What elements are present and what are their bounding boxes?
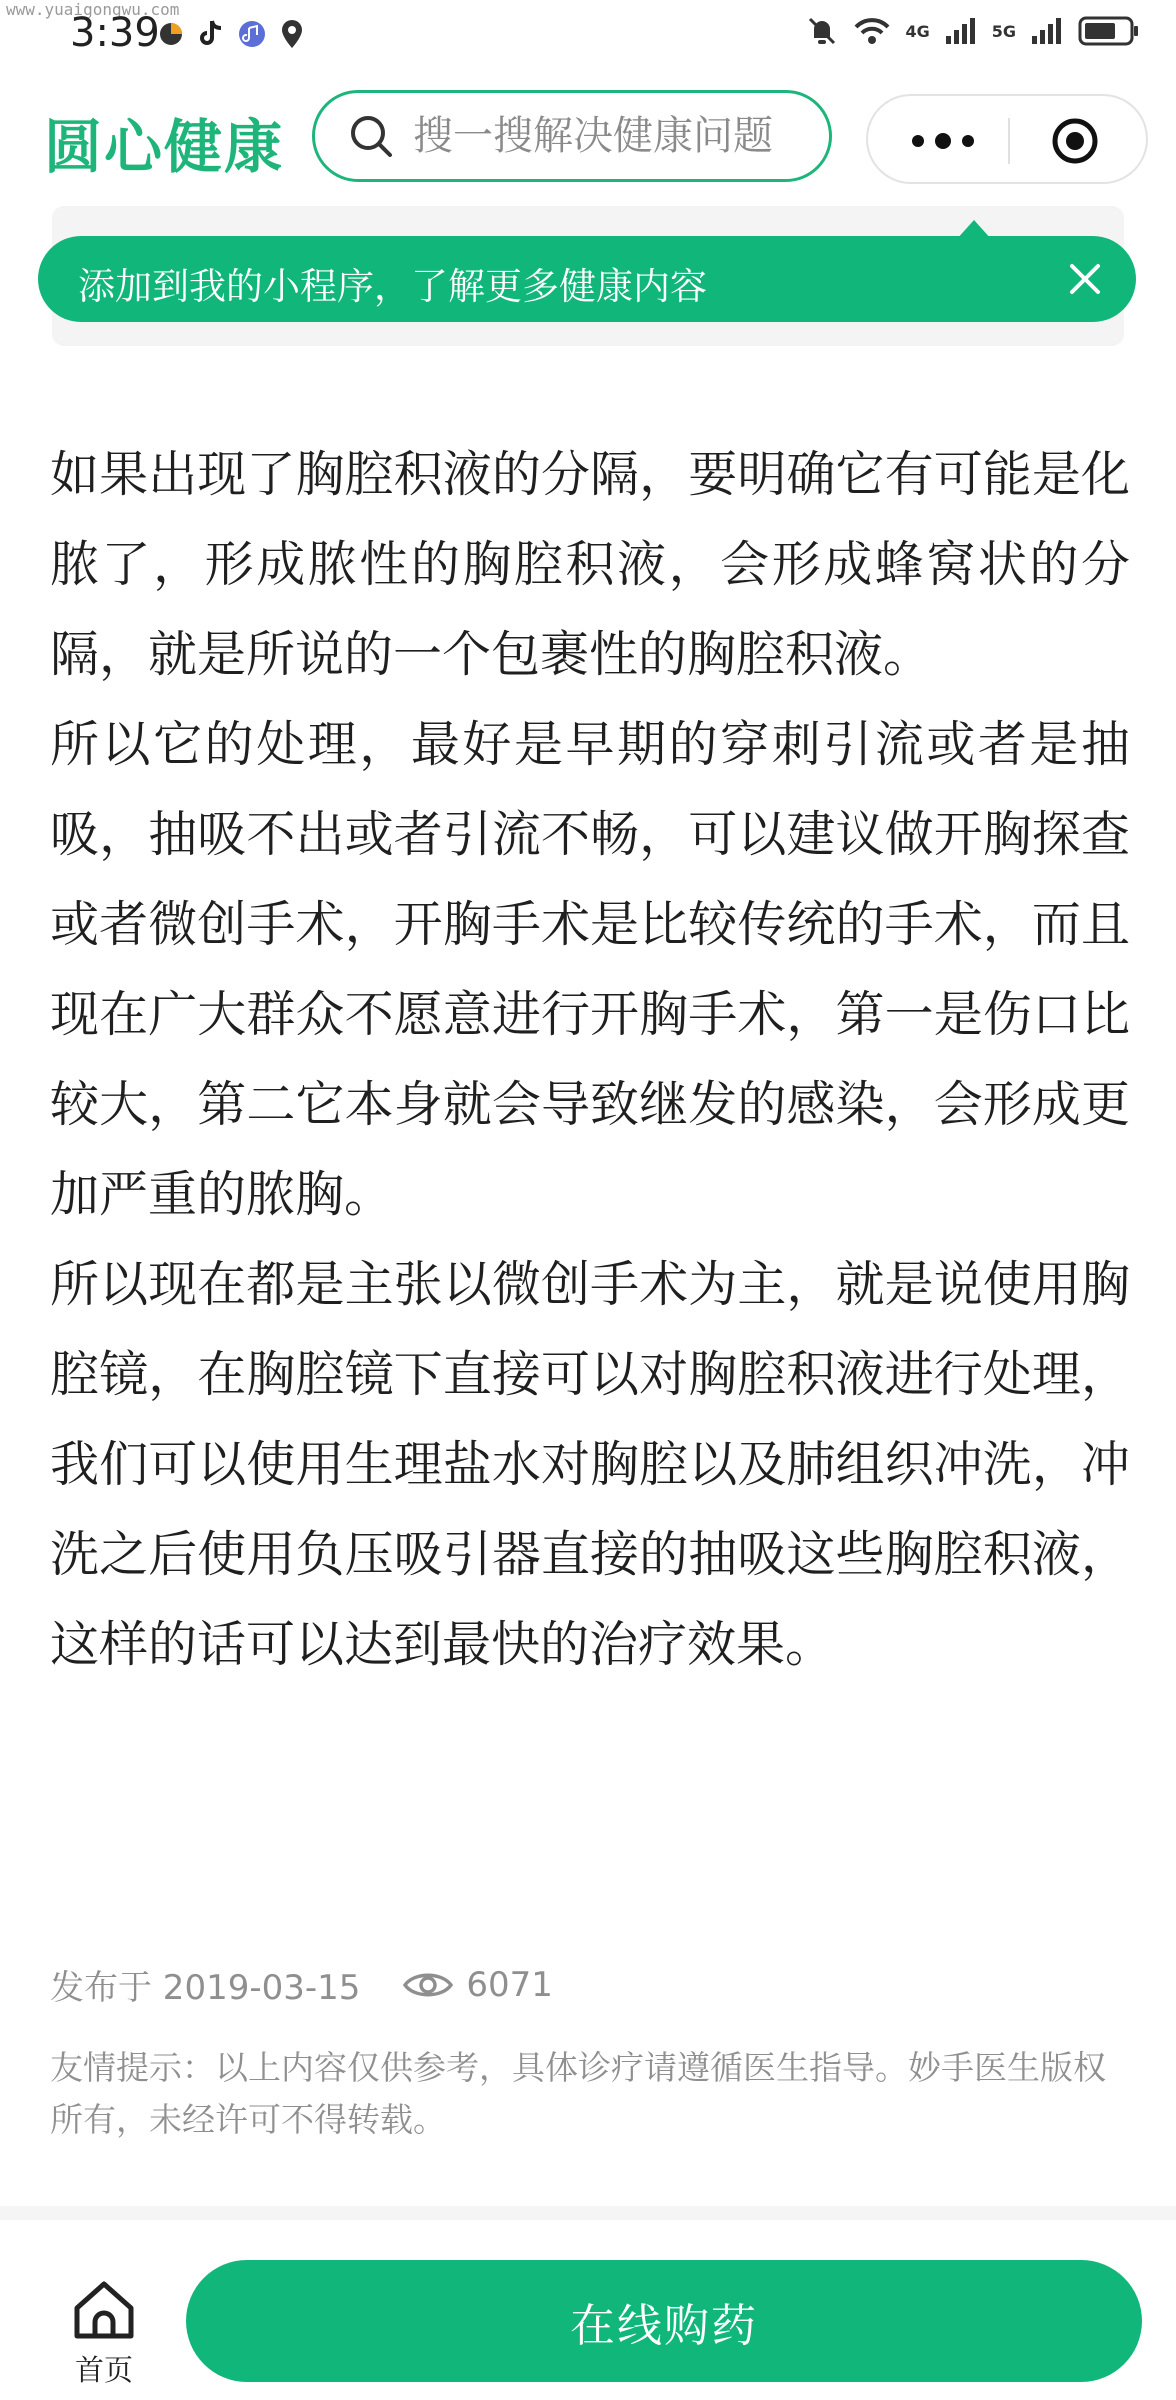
miniprogram-capsule bbox=[866, 94, 1148, 184]
search-box[interactable] bbox=[312, 90, 832, 182]
app-notification-icon bbox=[158, 21, 184, 47]
mute-bell-icon bbox=[805, 14, 839, 48]
status-bar bbox=[0, 0, 1176, 72]
banner-text: 添加到我的小程序，了解更多健康内容 bbox=[78, 265, 707, 308]
watermark-text: www.yuaigongwu.com bbox=[6, 0, 180, 19]
article-paragraph: 如果出现了胸腔积液的分隔，要明确它有可能是化脓了，形成脓性的胸腔积液，会形成蜂窝状的分隔，就是所说的一个包裹性的胸腔积液。 bbox=[50, 446, 1130, 683]
close-icon[interactable] bbox=[1062, 256, 1108, 302]
system-status-icons bbox=[805, 14, 1140, 48]
buy-medicine-button[interactable]: 在线购药 bbox=[186, 2260, 1142, 2382]
close-miniprogram-icon[interactable] bbox=[1050, 116, 1100, 166]
eye-icon bbox=[402, 1968, 454, 2002]
location-icon bbox=[280, 18, 304, 50]
search-icon bbox=[347, 112, 395, 160]
home-tab[interactable] bbox=[54, 2278, 154, 2388]
status-time: 3:39 bbox=[70, 10, 160, 56]
notification-icons bbox=[158, 18, 304, 50]
bottom-action-bar bbox=[0, 2220, 1176, 2400]
article-paragraph: 所以现在都是主张以微创手术为主，就是说使用胸腔镜，在胸腔镜下直接可以对胸腔积液进行处理，我们可以使用生理盐水对胸腔以及肺组织冲洗，冲洗之后使用负压吸引器直接的抽吸这些胸腔积液，这样的话可以达到最快的治疗效果。 bbox=[50, 1256, 1130, 1673]
network-4g-label: 4G bbox=[905, 21, 930, 41]
disclaimer-text: 友情提示：以上内容仅供参考，具体诊疗请遵循医生指导。妙手医生版权所有，未经许可不得转载。 bbox=[50, 2048, 1106, 2139]
view-count bbox=[402, 1965, 553, 2005]
home-icon bbox=[71, 2278, 137, 2342]
tiktok-icon bbox=[198, 19, 224, 49]
add-miniprogram-banner[interactable] bbox=[38, 236, 1136, 322]
publish-date: 发布于 2019-03-15 bbox=[50, 1968, 361, 2008]
view-count-value: 6071 bbox=[466, 1964, 553, 2005]
battery-icon bbox=[1078, 15, 1140, 47]
signal-bars-icon bbox=[1030, 16, 1064, 46]
music-app-icon bbox=[238, 20, 266, 48]
capsule-divider bbox=[1008, 118, 1010, 164]
article-paragraph: 所以它的处理，最好是早期的穿刺引流或者是抽吸，抽吸不出或者引流不畅，可以建议做开胸探查或者微创手术，开胸手术是比较传统的手术，而且现在广大群众不愿意进行开胸手术，第一是伤口比较大，第二它本身就会导致继发的感染，会形成更加严重的脓胸。 bbox=[50, 716, 1130, 1223]
brand-logo-text: 圆心健康 bbox=[44, 113, 285, 181]
wifi-icon bbox=[853, 16, 891, 46]
home-tab-label: 首页 bbox=[74, 2353, 133, 2387]
article-meta bbox=[50, 1960, 553, 2009]
section-separator bbox=[0, 2206, 1176, 2220]
signal-bars-icon bbox=[944, 16, 978, 46]
search-input[interactable] bbox=[411, 112, 795, 160]
article-body bbox=[50, 430, 1130, 1690]
network-5g-label: 5G bbox=[991, 21, 1016, 41]
more-dots-icon[interactable] bbox=[908, 126, 978, 156]
